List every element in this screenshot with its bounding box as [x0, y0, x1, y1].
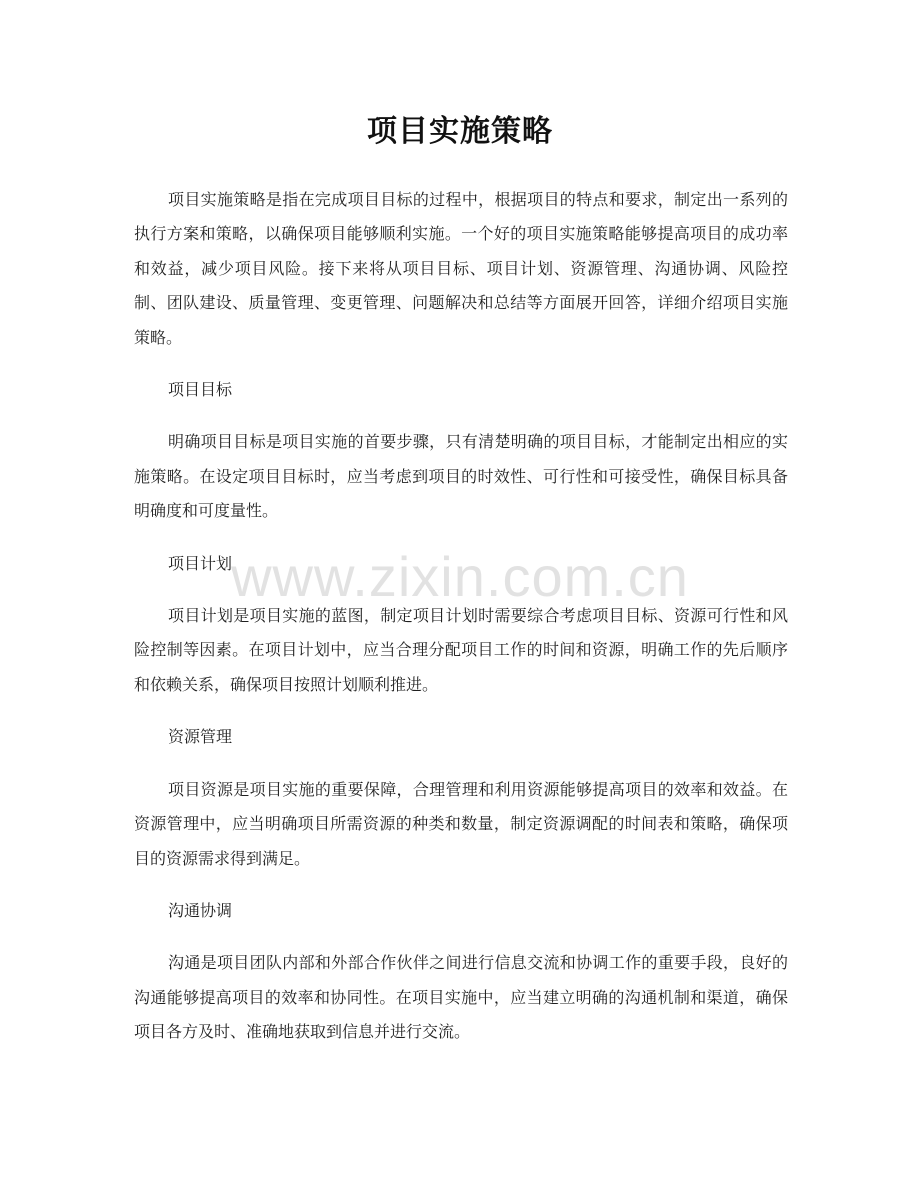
section-heading-resources: 资源管理: [168, 727, 233, 747]
section-text-goals: 明确项目目标是项目实施的首要步骤，只有清楚明确的项目目标，才能制定出相应的实施策略。在设定项目目标时，应当考虑到项目的时效性、可行性和可接受性，确保目标具备明确度和可度量性。: [134, 432, 788, 521]
document-body: [134, 183, 788, 1050]
section-text-resources: 项目资源是项目实施的重要保障，合理管理和利用资源能够提高项目的效率和效益。在资源管理中，应当明确项目所需资源的种类和数量，制定资源调配的时间表和策略，确保项目的资源需求得到满足。: [134, 779, 788, 868]
document-title: 项目实施策略: [367, 114, 553, 149]
section-text-plan: 项目计划是项目实施的蓝图，制定项目计划时需要综合考虑项目目标、资源可行性和风险控制等因素。在项目计划中，应当合理分配项目工作的时间和资源，明确工作的先后顺序和依赖关系，确保项目按照计划顺利推进。: [134, 606, 788, 694]
watermark: www.zixin.com.cn: [231, 545, 689, 608]
intro-paragraph: 项目实施策略是指在完成项目目标的过程中，根据项目的特点和要求，制定出一系列的执行方案和策略，以确保项目能够顺利实施。一个好的项目实施策略能够提高项目的成功率和效益，减少项目风险。接下来将从项目目标、项目计划、资源管理、沟通协调、风险控制、团队建设、质量管理、变更管理、问题解决和总结等方面展开回答，详细介绍项目实施策略。: [134, 190, 788, 347]
section-heading-goals: 项目目标: [168, 380, 233, 400]
section-heading-communication: 沟通协调: [168, 900, 233, 920]
section-text-communication: 沟通是项目团队内部和外部合作伙伴之间进行信息交流和协调工作的重要手段，良好的沟通能够提高项目的效率和协同性。在项目实施中，应当建立明确的沟通机制和渠道，确保项目各方及时、准确地获取到信息并进行交流。: [134, 953, 788, 1042]
section-heading-plan: 项目计划: [168, 553, 233, 573]
